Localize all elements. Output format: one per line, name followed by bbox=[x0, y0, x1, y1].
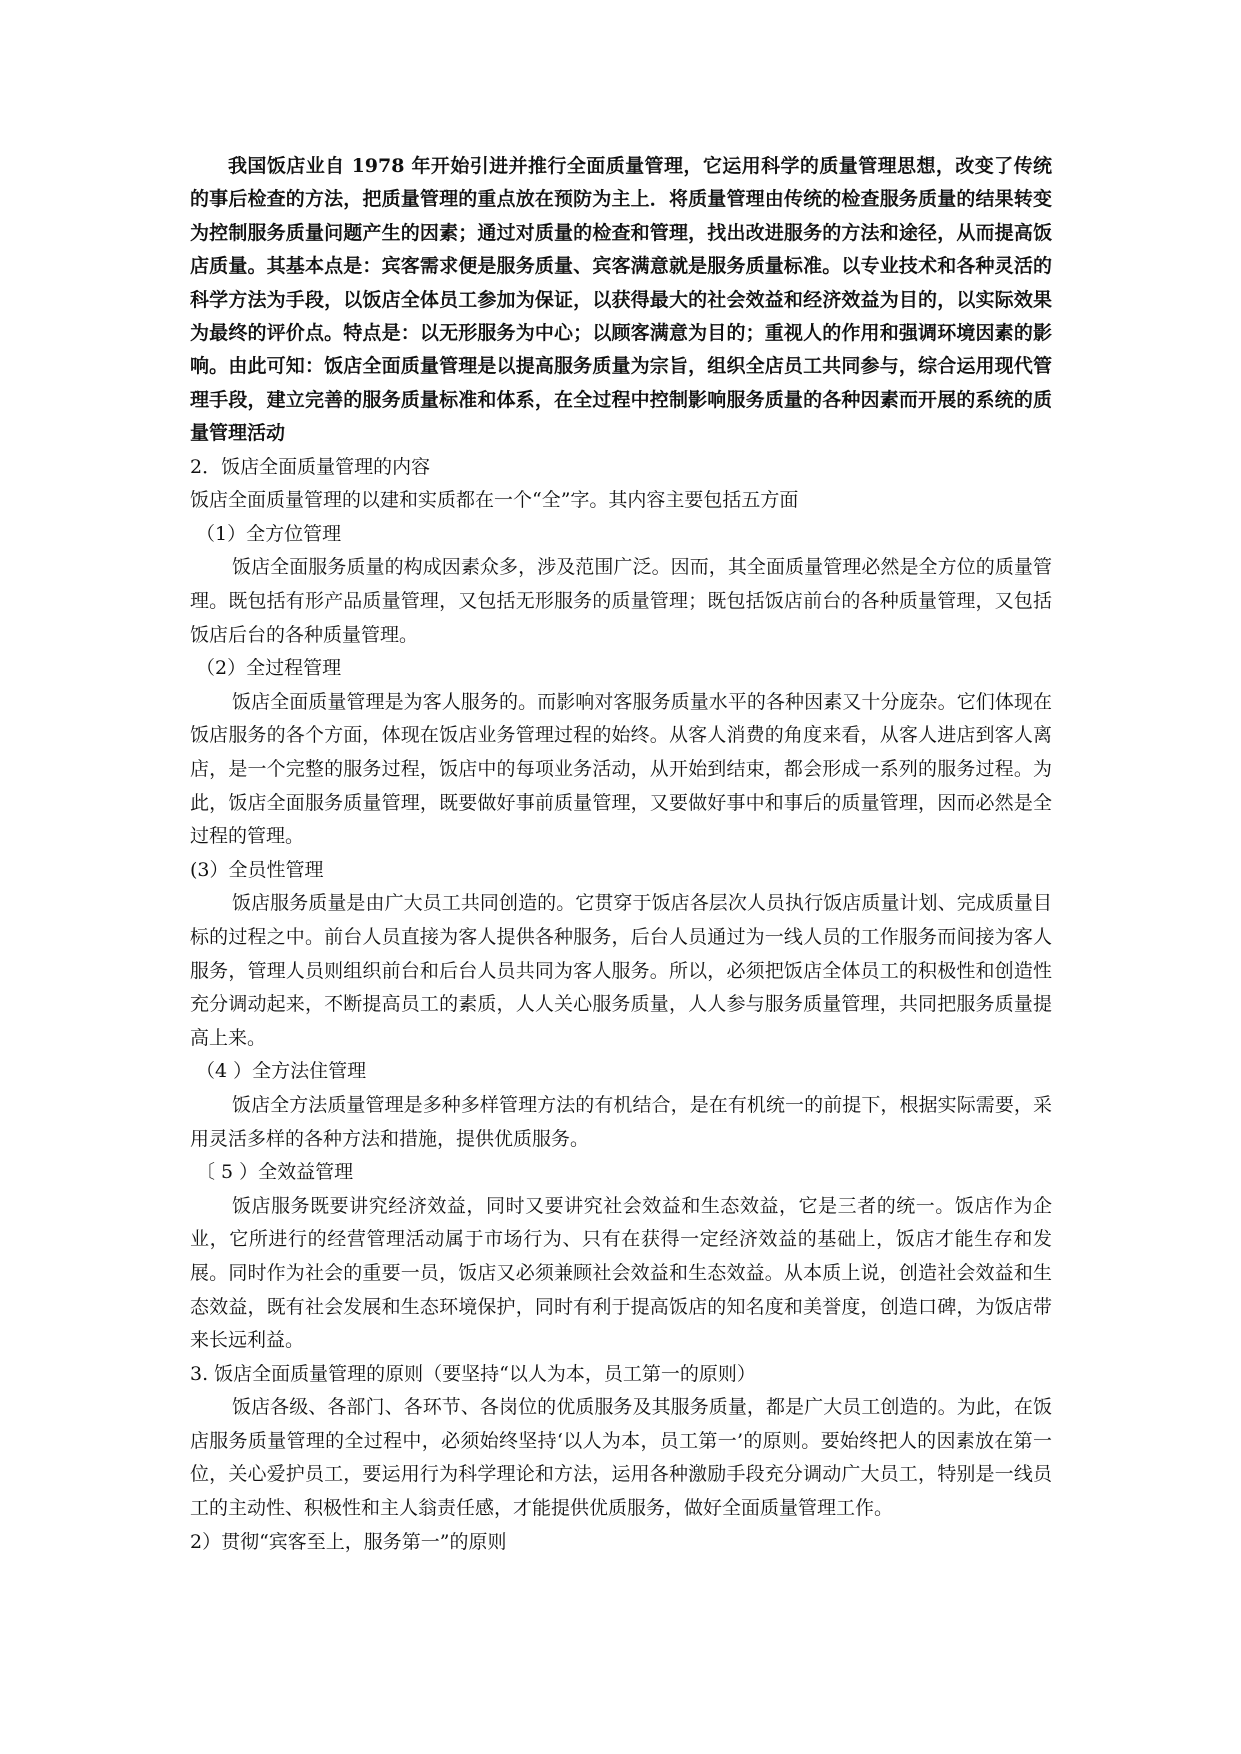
item-heading: （2）全过程管理 bbox=[196, 657, 342, 680]
item-paragraph: 饭店全面服务质量的构成因素众多，涉及范围广泛。因而，其全面质量管理必然是全方位的质量管理。既包括有形产品质量管理，又包括无形服务的质量管理；既包括饭店前台的各种质量管理，又包括饭店后台的各种质量管理。 bbox=[190, 556, 1052, 646]
item-heading: 〔 5 ）全效益管理 bbox=[196, 1161, 354, 1184]
principle-heading: 2）贯彻“宾客至上，服务第一”的原则 bbox=[190, 1530, 507, 1553]
item-paragraph: 饭店服务质量是由广大员工共同创造的。它贯穿于饭店各层次人员执行饭店质量计划、完成质量目标的过程之中。前台人员直接为客人提供各种服务，后台人员通过为一线人员的工作服务而间接为客人服务，管理人员则组织前台和后台人员共同为客人服务。所以，必须把饭店全体员工的积极性和创造性充分调动起来，不断提高员工的素质，人人关心服务质量，人人参与服务质量管理，共同把服务质量提高上来。 bbox=[190, 892, 1052, 1049]
section-heading: 3. 饭店全面质量管理的原则（要坚持“以人为本，员工第一的原则） bbox=[190, 1362, 756, 1385]
principle-paragraph: 饭店各级、各部门、各环节、各岗位的优质服务及其服务质量，都是广大员工创造的。为此，在饭店服务质量管理的全过程中，必须始终坚持‘以人为本，员工第一’的原则。要始终把人的因素放在第一位，关心爱护员工，要运用行为科学理论和方法，运用各种激励手段充分调动广大员工，特别是一线员工的主动性、积极性和主人翁责任感，才能提供优质服务，做好全面质量管理工作。 bbox=[190, 1396, 1052, 1520]
item-paragraph: 饭店服务既要讲究经济效益，同时又要讲究社会效益和生态效益，它是三者的统一。饭店作为企业，它所进行的经营管理活动属于市场行为、只有在获得一定经济效益的基础上，饭店才能生存和发展。同时作为社会的重要一员，饭店又必须兼顾社会效益和生态效益。从本质上说，创造社会效益和生态效益，既有社会发展和生态环境保护，同时有利于提高饭店的知名度和美誉度，创造口碑，为饭店带来长远利益。 bbox=[190, 1194, 1052, 1352]
intro-paragraph: 我国饭店业自 1978 年开始引进并推行全面质量管理，它运用科学的质量管理思想，改变了传统的事后检查的方法，把质量管理的重点放在预防为主上．将质量管理由传统的检查服务质量的结果转变为控制服务质量问题产生的因素；通过对质量的检查和管理，找出改进服务的方法和途径，从而提高饭店质量。其基本点是：宾客需求便是服务质量、宾客满意就是服务质量标准。以专业技术和各种灵活的科学方法为手段，以饭店全体员工参加为保证，以获得最大的社会效益和经济效益为目的，以实际效果为最终的评价点。特点是：以无形服务为中心；以顾客满意为目的；重视人的作用和强调环境因素的影响。由此可知：饭店全面质量管理是以提高服务质量为宗旨，组织全店员工共同参与，综合运用现代管理手段，建立完善的服务质量标准和体系，在全过程中控制影响服务质量的各种因素而开展的系统的质量管理活动 bbox=[190, 155, 1052, 445]
item-paragraph: 饭店全方法质量管理是多种多样管理方法的有机结合，是在有机统一的前提下，根据实际需要，采用灵活多样的各种方法和措施，提供优质服务。 bbox=[190, 1093, 1052, 1150]
item-heading: (3）全员性管理 bbox=[190, 858, 324, 881]
item-heading: （4 ）全方法住管理 bbox=[196, 1060, 367, 1083]
document-page bbox=[190, 150, 1052, 1559]
item-paragraph: 饭店全面质量管理是为客人服务的。而影响对客服务质量水平的各种因素又十分庞杂。它们体现在饭店服务的各个方面，体现在饭店业务管理过程的始终。从客人消费的角度来看，从客人进店到客人离店，是一个完整的服务过程，饭店中的每项业务活动，从开始到结束，都会形成一系列的服务过程。为此，饭店全面服务质量管理，既要做好事前质量管理，又要做好事中和事后的质量管理，因而必然是全过程的管理。 bbox=[190, 690, 1052, 848]
section-summary: 饭店全面质量管理的以建和实质都在一个“全”字。其内容主要包括五方面 bbox=[190, 489, 799, 512]
section-heading: 2．饭店全面质量管理的内容 bbox=[190, 455, 431, 478]
item-heading: （1）全方位管理 bbox=[196, 522, 342, 545]
